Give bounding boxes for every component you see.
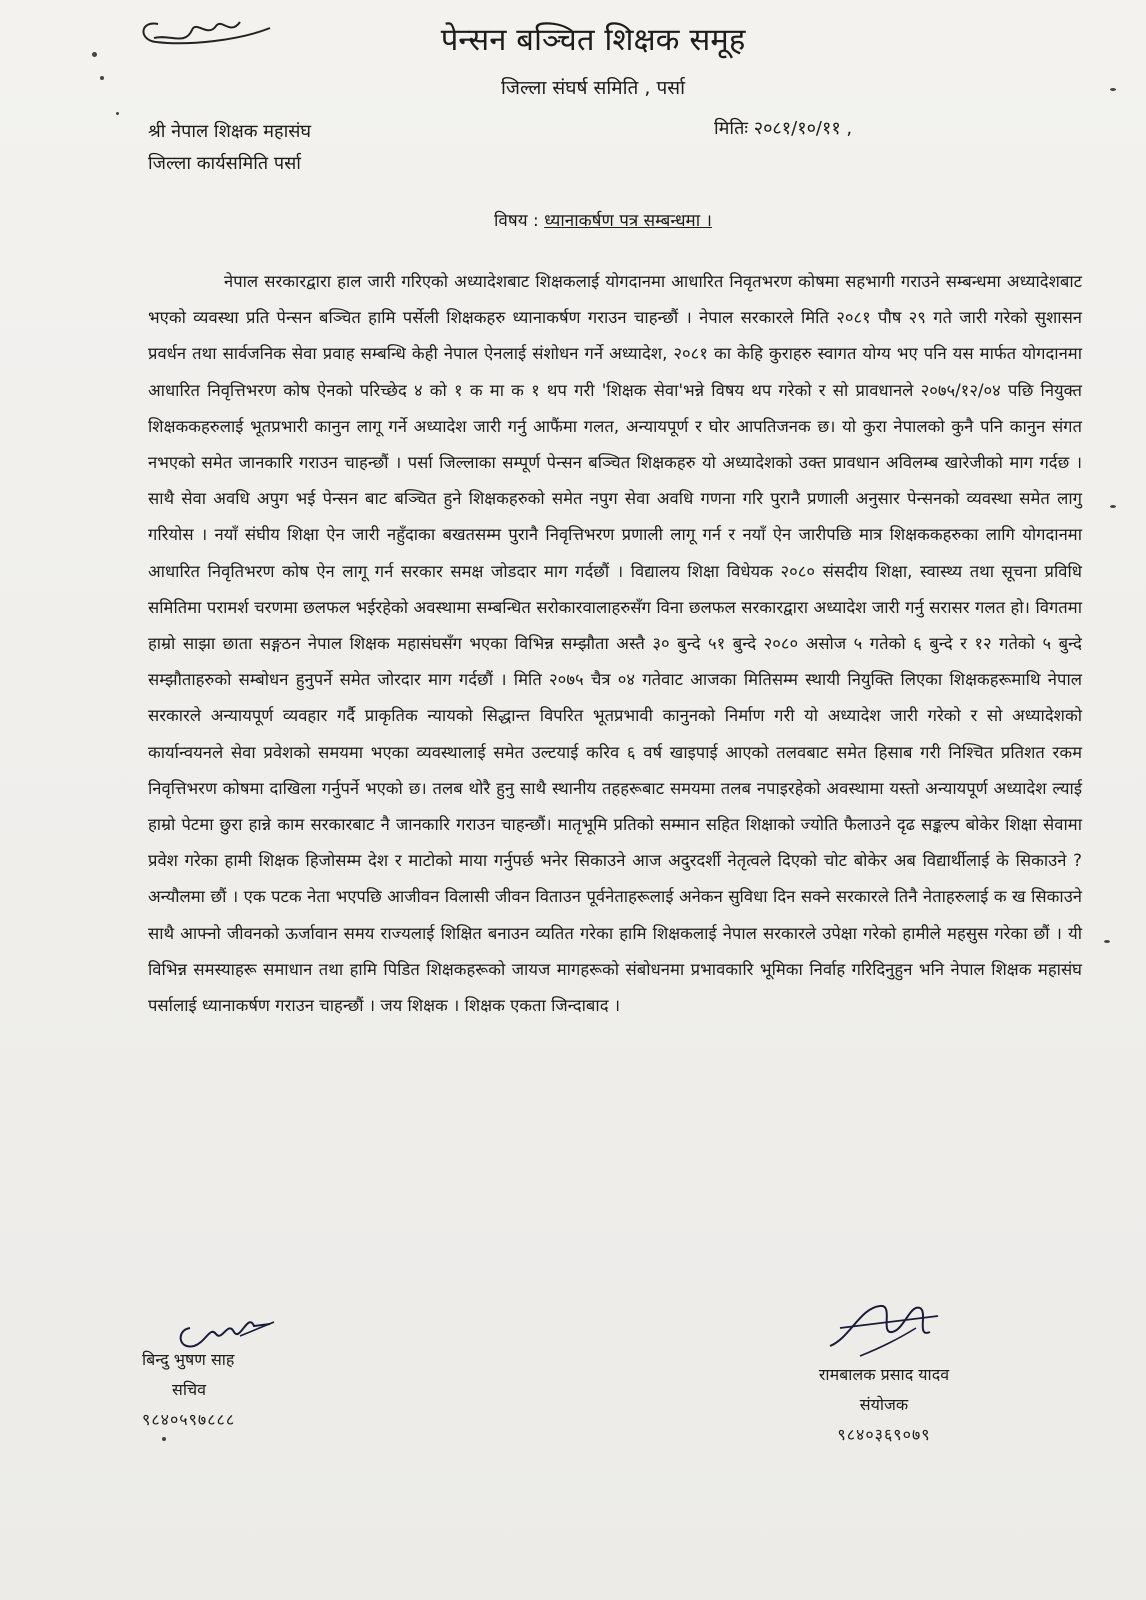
signatory-phone-right: ९८४०३६९०७९	[837, 1425, 931, 1444]
scan-speck	[1110, 505, 1116, 508]
signatory-phone-left: ९८४०५९७८८८	[142, 1410, 236, 1429]
scan-speck	[1104, 940, 1110, 943]
signatory-name-left: बिन्दु भुषण साह	[142, 1350, 235, 1369]
signatory-role-left: सचिव	[172, 1380, 207, 1399]
signatory-role-right: संयोजक	[859, 1395, 909, 1414]
signature-block-right	[784, 1360, 984, 1450]
recipient-block	[148, 116, 311, 180]
organization-title: पेन्सन बञ्चित शिक्षक समूह	[440, 22, 746, 58]
subject-text: ध्यानाकर्षण पत्र सम्बन्धमा ।	[544, 211, 712, 231]
organization-subtitle: जिल्ला संघर्ष समिति , पर्सा	[500, 77, 686, 99]
letter-date: मितिः २०८१/१०/११ ,	[714, 118, 853, 139]
letter-body: नेपाल सरकारद्वारा हाल जारी गरिएको अध्यादेशबाट शिक्षकलाई योगदानमा आधारित निवृतभरण कोषमा सहभागी गराउने सम्बन्धमा अध्यादेशबाट भएको व्यवस्था प्रति पेन्सन बञ्चित हामि पर्सेली शिक्षकहरु ध्यानाकर्षण गराउन चाहन्छौं । नेपाल सरकारले मिति २०८१ पौष २९ गते जारी गरेको सुशासन प्रवर्धन तथा सार्वजनिक सेवा प्रवाह सम्बन्धि केही नेपाल ऐनलाई संशोधन गर्ने अध्यादेश, २०८१ का केहि कुराहरु स्वागत योग्य भए पनि यस मार्फत योगदानमा आधारित निवृत्तिभरण कोष ऐनको परिच्छेद ४ को १ क मा क १ थप गरी 'शिक्षक सेवा'भन्ने विषय थप गरेको र सो प्रावधानले २०७५/१२/०४ पछि नियुक्त शिक्षककहरुलाई भूतप्रभारी कानुन लागू गर्ने अध्यादेश जारी गर्नु आफैंमा गलत, अन्यायपूर्ण र घोर आपतिजनक छ। यो कुरा नेपालको कुनै पनि कानुन संगत नभएको समेत जानकारि गराउन चाहन्छौं । पर्सा जिल्लाका सम्पूर्ण पेन्सन बञ्चित शिक्षकहरु यो अध्यादेशको उक्त प्रावधान अविलम्ब खारेजीको माग गर्दछ । साथै सेवा अवधि अपुग भई पेन्सन बाट बञ्चित हुने शिक्षकहरुको समेत नपुग सेवा अवधि गणना गरि पुरानै प्रणाली अनुसार पेन्सनको व्यवस्था समेत लागु गरियोस । नयाँ संघीय शिक्षा ऐन जारी नहुँदाका बखतसम्म पुरानै निवृत्तिभरण प्रणाली लागू गर्न र नयाँ ऐन जारीपछि मात्र शिक्षककहरुका लागि योगदानमा आधारित निवृतिभरण कोष ऐन लागू गर्न सरकार समक्ष जोडदार माग गर्दछौं । विद्यालय शिक्षा विधेयक २०८० संसदीय शिक्षा, स्वास्थ्य तथा सूचना प्रविधि समितिमा परामर्श चरणमा छलफल भईरहेको अवस्थामा सम्बन्धित सरोकारवालाहरुसँग विना छलफल सरकारद्वारा अध्यादेश जारी गर्नु सरासर गलत हो। विगतमा हाम्रो साझा छाता सङ्गठन नेपाल शिक्षक महासंघसँग भएका विभिन्न सम्झौता अस्तै ३० बुन्दे ५१ बुन्दे २०८० असोज ५ गतेको ६ बुन्दे र १२ गतेको ५ बुन्दे सम्झौताहरुको सम्बोधन हुनुपर्ने समेत जोरदार माग गर्दछौं । मिति २०७५ चैत्र ०४ गतेवाट आजका मितिसम्म स्थायी नियुक्ति लिएका शिक्षकहरूमाथि नेपाल सरकारले अन्यायपूर्ण व्यवहार गर्दै प्राकृतिक न्यायको सिद्धान्त विपरित भूतप्रभावी कानुनको निर्माण गरी यो अध्यादेश जारी गरेको र सो अध्यादेशको कार्यान्वयनले सेवा प्रवेशको समयमा भएका व्यवस्थालाई समेत उल्टयाई करिव ६ वर्ष खाइपाई आएको तलवबाट समेत हिसाब गरी निश्चित प्रतिशत रकम निवृत्तिभरण कोषमा दाखिला गर्नुपर्ने भएको छ। तलब थोरै हुनु साथै स्थानीय तहहरूबाट समयमा तलब नपाइरहेको अवस्थामा यस्तो अन्यायपूर्ण अध्यादेश ल्याई हाम्रो पेटमा छुरा हान्ने काम सरकारबाट नै जानकारि गराउन चाहन्छौं। मातृभूमि प्रतिको सम्मान सहित शिक्षाको ज्योति फैलाउने दृढ सङ्कल्प बोकेर शिक्षा सेवामा प्रवेश गरेका हामी शिक्षक हिजोसम्म देश र माटोको माया गर्नुपर्छ भनेर सिकाउने आज अदुरदर्शी नेतृत्वले दिएको चोट बोकेर अब विद्यार्थीलाई के सिकाउने ? अन्यौलमा छौं । एक पटक नेता भएपछि आजीवन विलासी जीवन विताउन पूर्वनेताहरूलाई अनेकन सुविधा दिन सक्ने सरकारले तिनै नेताहरुलाई क ख सिकाउने साथै आफ्नो जीवनको ऊर्जावान समय राज्यलाई शिक्षित बनाउन व्यतित गरेका हामि शिक्षकलाई नेपाल सरकारले उपेक्षा गरेको हामीले महसुस गरेका छौं । यी विभिन्न समस्याहरू समाधान तथा हामि पिडित शिक्षकहरूको जायज मागहरूको संबोधनमा प्रभावकारि भूमिका निर्वाह गरिदिनुहुन भनि नेपाल शिक्षक महासंघ पर्सालाई ध्यानाकर्षण गराउन चाहन्छौं । जय शिक्षक । शिक्षक एकता जिन्दाबाद ।	[148, 272, 1082, 1016]
subject-label: विषय :	[494, 211, 539, 231]
recipient-line-2: जिल्ला कार्यसमिति पर्सा	[148, 153, 301, 174]
signatory-name-right: रामबालक प्रसाद यादव	[818, 1365, 950, 1384]
recipient-line-1: श्री नेपाल शिक्षक महासंघ	[148, 121, 312, 142]
stamp-text: अद्यावधि	[170, 36, 174, 37]
scan-speck	[116, 112, 119, 115]
scan-speck	[162, 1437, 166, 1441]
subject-line	[0, 208, 1146, 231]
signature-block-left	[142, 1345, 235, 1435]
